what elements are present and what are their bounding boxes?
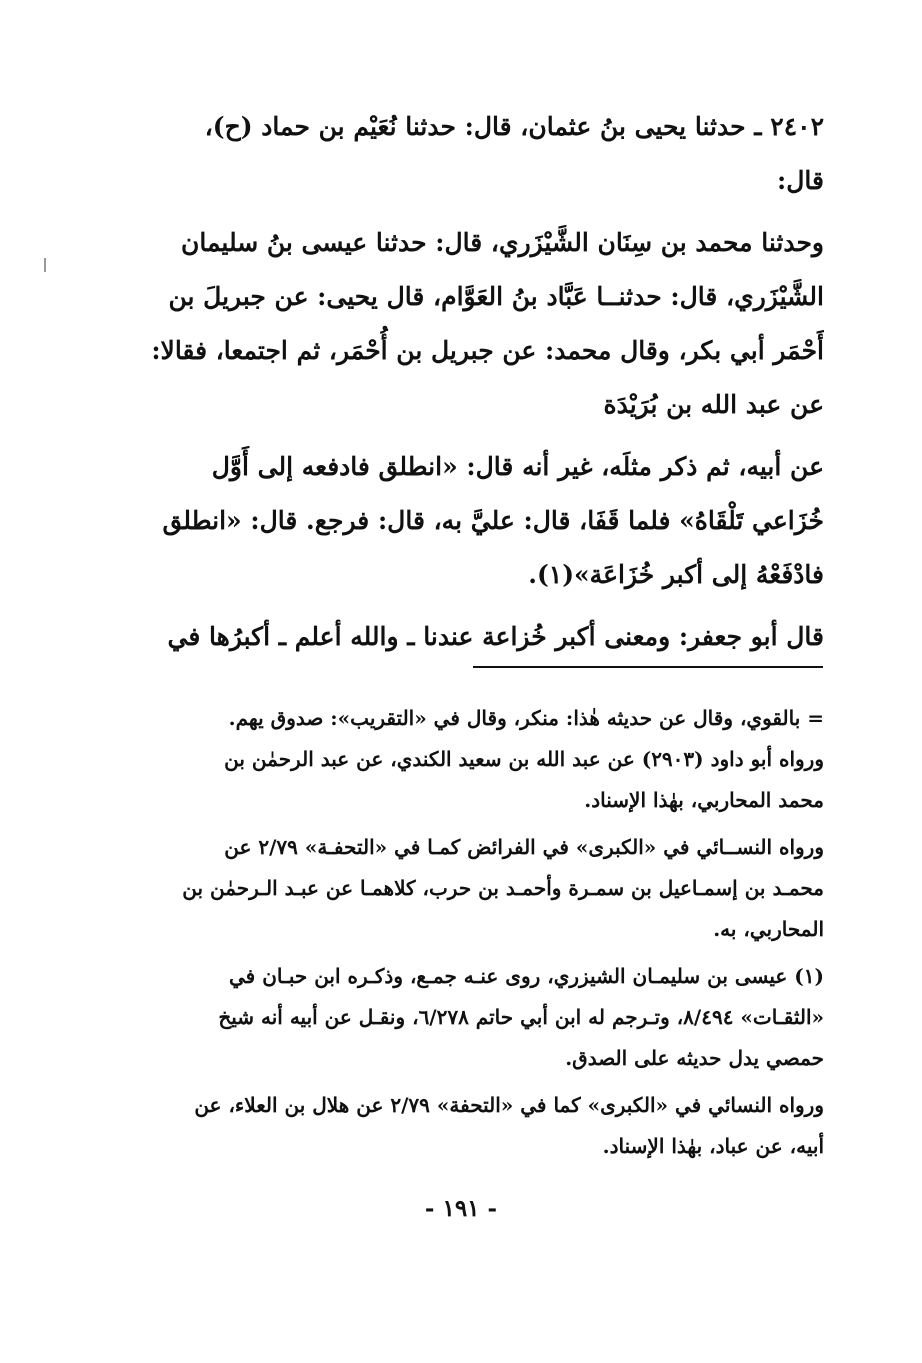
text-line: الشَّيْزَري، قال: حدثنــا عَبَّاد بنُ العَوَّام، قال يحيى: عن جبريلَ بن xyxy=(168,282,824,311)
text-line: خُزَاعي تَلْقَاهُ» فلما قَفَا، قال: عليَّ به، قال: فرجع. قال: «انطلق xyxy=(162,506,824,535)
text-line: عن أبيه، ثم ذكر مثلَه، غير أنه قال: «انطلق فادفعه إلى أَوَّل xyxy=(211,452,824,481)
text-line: قال أبو جعفر: ومعنى أكبر خُزاعة عندنا ـ والله أعلم ـ أكبرُها في xyxy=(167,622,824,651)
hadith-heading xyxy=(118,100,824,208)
footnote-line: محمد المحاربي، بهٰذا الإسناد. xyxy=(584,788,824,812)
text-line: عن عبد الله بن بُرَيْدَة xyxy=(603,390,824,419)
footnote-nasai-1 xyxy=(118,827,824,950)
footnote-line: (١) عيسى بن سليمـان الشيزري، روى عنـه جمـع، وذكـره ابن حبـان في xyxy=(229,964,824,988)
text-line: وحدثنا محمد بن سِنَان الشَّيْزَري، قال: حدثنا عيسى بنُ سليمان xyxy=(180,228,824,257)
footnote-line: أبيه، عن عباد، بهٰذا الإسناد. xyxy=(602,1134,824,1158)
footnote-line: ورواه النسائي في «الكبرى» كما في «التحفة» ٢/٧٩ عن هلال بن العلاء، عن xyxy=(194,1093,824,1117)
footnote-nasai-2 xyxy=(118,1085,824,1167)
main-text xyxy=(118,100,824,664)
footnote-line: ورواه النســائي في «الكبرى» في الفرائض كمـا في «التحفـة» ٢/٧٩ عن xyxy=(224,835,824,859)
paragraph-matn xyxy=(118,440,824,602)
margin-mark xyxy=(44,258,46,272)
footnote-line: حمصي يدل حديثه على الصدق. xyxy=(565,1046,824,1070)
paragraph-commentary xyxy=(118,610,824,664)
footnote-line: «الثقـات» ٨/٤٩٤، وتـرجم له ابن أبي حاتم ٦/٢٧٨، ونقـل عن أبيه أنه شيخ xyxy=(218,1005,824,1029)
footnote-line: محمـد بن إسمـاعيل بن سمـرة وأحمـد بن حرب، كلاهمـا عن عبـد الـرحمٰن بن xyxy=(182,876,824,900)
footnote-separator xyxy=(473,666,823,668)
footnotes xyxy=(118,698,824,1167)
footnote-line: ورواه أبو داود (٢٩٠٣) عن عبد الله بن سعيد الكندي، عن عبد الرحمٰن بن xyxy=(224,747,824,771)
footnote-1 xyxy=(118,956,824,1079)
text-line: ٢٤٠٢ ـ حدثنا يحيى بنُ عثمان، قال: حدثنا نُعَيْم بن حماد (ح)، xyxy=(204,112,824,141)
text-line: أَحْمَر أبي بكر، وقال محمد: عن جبريل بن أُحْمَر، ثم اجتمعا، فقالا: xyxy=(151,336,824,365)
text-line: قال: xyxy=(777,166,824,195)
footnote-line: = بالقوي، وقال عن حديثه هٰذا: منكر، وقال في «التقريب»: صدوق يهم. xyxy=(228,706,824,730)
footnote-line: المحاربي، به. xyxy=(713,917,824,941)
text-line: فادْفَعْهُ إلى أكبر خُزَاعَة»(١). xyxy=(528,560,824,589)
footnote-abudawud xyxy=(118,739,824,821)
footnote-continuation xyxy=(118,698,824,739)
paragraph-chain xyxy=(118,216,824,432)
page-number: - ١٩١ - xyxy=(424,1195,498,1222)
